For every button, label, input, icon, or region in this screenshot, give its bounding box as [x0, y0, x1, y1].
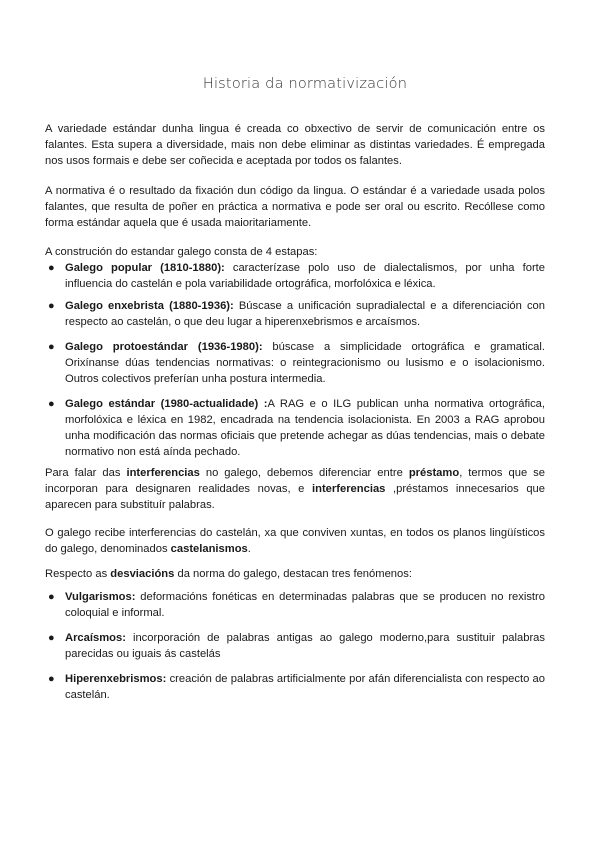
bullet-icon: ●	[48, 673, 55, 685]
text-run: Para falar das	[45, 467, 127, 479]
stage-term: Galego enxebrista (1880-1936):	[65, 300, 234, 312]
phenomenon-term: Arcaísmos:	[65, 632, 126, 644]
text-run: .	[247, 543, 251, 555]
stage-text: caracterízase polo uso de dialectalismos, por unha forte influencia do castelán e pola variabilidade ortográfica, morfolóxica e léxica.	[65, 262, 545, 290]
phenomenon-term: Hiperenxebrismos:	[65, 673, 167, 685]
text-run: no galego, debemos diferenciar entre	[199, 467, 409, 479]
text-run: ,préstamos innecesarios que aparecen para substituír palabras.	[45, 483, 545, 511]
bullet-icon: ●	[48, 300, 55, 312]
stage-term: Galego estándar (1980-actualidade) :	[65, 398, 268, 410]
bullet-icon: ●	[48, 398, 55, 410]
text-run: , termos que se incorporan para designaren realidades novas, e	[45, 467, 545, 495]
phenomenon-term: Vulgarismos:	[65, 591, 136, 603]
stages-list	[45, 396, 545, 460]
stage-term: Galego popular (1810-1880):	[65, 262, 225, 274]
stages-list	[45, 260, 545, 292]
text-run: O galego recibe interferencias do castelán, xa que conviven xuntas, en todos os planos lingüísticos do galego, denominados	[45, 527, 545, 555]
page-title: Historia da normativización	[202, 76, 408, 92]
bullet-icon: ●	[48, 262, 55, 274]
paragraph-standard-variety	[45, 121, 545, 169]
phenomenon-text: creación de palabras artificialmente por afán diferencialista con respecto ao castelán.	[65, 673, 545, 701]
paragraph-stages-intro	[45, 244, 545, 260]
bold-term: interferencias	[126, 467, 200, 479]
bold-term: préstamo	[408, 467, 460, 479]
list-item	[45, 630, 545, 662]
bullet-icon: ●	[48, 591, 55, 603]
list-item	[45, 671, 545, 703]
phenomenon-text: incorporación de palabras antigas ao galego moderno,para sustituir palabras parecidas ou iguais ás castelás	[65, 632, 545, 660]
list-item	[45, 298, 545, 330]
paragraph-text	[45, 566, 545, 582]
paragraph-text: A variedade estándar dunha lingua é creada co obxectivo de servir de comunicación entre os falantes. Esta supera a diversidade, mais non debe eliminar as distintas variedades. É empregada nos usos formais e debe ser coñecida e aceptada por todos os falantes.	[45, 123, 545, 167]
text-run: Respecto as	[45, 568, 111, 580]
bold-term: interferencias	[312, 483, 386, 495]
text-run: da norma do galego, destacan tres fenómenos:	[174, 568, 412, 580]
phenomena-list	[45, 589, 545, 621]
stage-term: Galego protoestándar (1936-1980):	[65, 341, 263, 353]
list-item	[45, 396, 545, 460]
paragraph-normative	[45, 183, 545, 231]
paragraph-text	[45, 525, 545, 557]
list-item	[45, 589, 545, 621]
stage-text: Búscase a unificación supradialectal e a diferenciación con respecto ao castelán, o que deu lugar a hiperenxebrismos e arcaísmos.	[65, 300, 546, 328]
stage-text: A RAG e o ILG publican unha normativa ortográfica, morfolóxica e léxica en 1982, encadrada na tendencia isolacionista. En 2003 a RAG aprobou unha modificación das normas oficiais que pretende achegar as dúas tendencias, mais o debate normativo non está aínda pechado.	[65, 398, 546, 458]
paragraph-interferences	[45, 465, 545, 513]
paragraph-text: A normativa é o resultado da fixación dun código da lingua. O estándar é a variedade usada polos falantes, que resulta de poñer en práctica a normativa e pode ser oral ou escrito. Recóllese como forma estándar aquela que é usada maioritariamente.	[45, 185, 545, 229]
list-item	[45, 260, 545, 292]
stages-list	[45, 298, 545, 330]
phenomena-list	[45, 671, 545, 703]
bold-term: desviacións	[110, 568, 175, 580]
phenomenon-text: deformacións fonéticas en determinadas palabras que se producen no rexistro coloquial e informal.	[65, 591, 545, 619]
paragraph-text: A construción do estandar galego consta de 4 estapas:	[45, 246, 318, 258]
list-item	[45, 339, 545, 387]
paragraph-text	[45, 465, 545, 513]
bold-term: castelanismos	[170, 543, 248, 555]
phenomena-list	[45, 630, 545, 662]
bullet-icon: ●	[48, 632, 55, 644]
stages-list	[45, 339, 545, 387]
stage-text: búscase a simplicidade ortográfica e gramatical. Orixínanse dúas tendencias normativas: o reintegracionismo ou lusismo e o isolacionismo. Outros colectivos preferían unha postura intermedia.	[65, 341, 545, 385]
bullet-icon: ●	[48, 341, 55, 353]
paragraph-deviations	[45, 566, 545, 582]
paragraph-castelanismos	[45, 525, 545, 557]
